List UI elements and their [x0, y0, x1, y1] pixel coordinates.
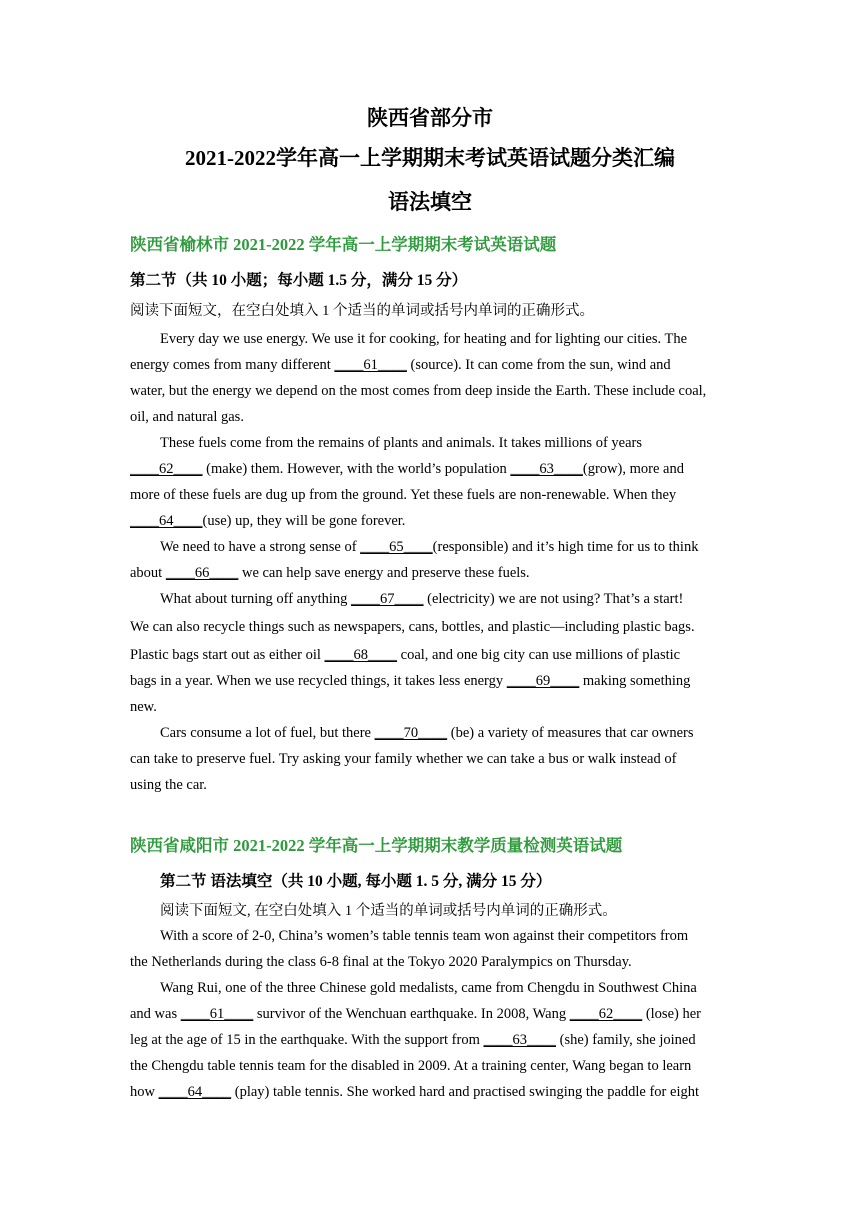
doc-title-main: 2021-2022学年高一上学期期末考试英语试题分类汇编 — [185, 146, 675, 170]
passage-line: These fuels come from the remains of plants and animals. It takes millions of years — [160, 435, 642, 451]
blank-63: ____63____ — [483, 1032, 556, 1048]
passage-line: energy comes from many different ____61____ (source). It can come from the sun, wind and — [130, 357, 671, 373]
blank-68: ____68____ — [324, 647, 398, 663]
section1-heading: 陕西省榆林市 2021-2022 学年高一上学期期末考试英语试题 — [130, 235, 557, 254]
passage-line: more of these fuels are dug up from the ground. Yet these fuels are non-renewable. When they — [130, 487, 677, 503]
passage-line: bags in a year. When we use recycled things, it takes less energy ____69____ making something — [130, 673, 691, 689]
passage-line: new. — [130, 699, 157, 715]
passage-line: Plastic bags start out as either oil ____68____ coal, and one big city can use millions of plastic — [130, 647, 681, 663]
doc-title-topic: 语法填空 — [388, 190, 472, 214]
blank-61: ____61____ — [180, 1006, 254, 1022]
passage-line: leg at the age of 15 in the earthquake. With the support from ____63____ (she) family, she joined — [130, 1032, 696, 1048]
blank-70: ____70____ — [374, 725, 448, 741]
passage-line: about ____66____ we can help save energy and preserve these fuels. — [130, 565, 530, 581]
passage-line: Every day we use energy. We use it for cooking, for heating and for lighting our cities. The — [160, 331, 687, 347]
passage-line: We need to have a strong sense of ____65____(responsible) and it’s high time for us to think — [160, 539, 699, 555]
section2-heading: 陕西省咸阳市 2021-2022 学年高一上学期期末教学质量检测英语试题 — [130, 836, 623, 855]
blank-62: ____62____ — [130, 461, 203, 477]
blank-64: ____64____ — [130, 513, 203, 529]
blank-66: ____66____ — [165, 565, 239, 581]
passage-line: What about turning off anything ____67____ (electricity) we are not using? That’s a start! — [160, 591, 684, 607]
passage-line: how ____64____ (play) table tennis. She worked hard and practised swinging the paddle for eight — [130, 1084, 700, 1100]
blank-61: ____61____ — [334, 357, 407, 373]
doc-title-region: 陕西省部分市 — [367, 106, 493, 130]
passage-line: and was ____61____ survivor of the Wenchuan earthquake. In 2008, Wang ____62____ (lose) her — [130, 1006, 701, 1022]
blank-63: ____63____ — [510, 461, 583, 477]
passage-line: With a score of 2-0, China’s women’s table tennis team won against their competitors from — [160, 928, 689, 944]
section1-instruction: 阅读下面短文，在空白处填入 1 个适当的单词或括号内单词的正确形式。 — [130, 303, 594, 319]
passage-line: the Netherlands during the class 6-8 final at the Tokyo 2020 Paralympics on Thursday. — [130, 954, 632, 970]
passage-line: using the car. — [130, 777, 207, 793]
passage-line: Wang Rui, one of the three Chinese gold medalists, came from Chengdu in Southwest China — [160, 980, 697, 996]
passage-line: water, but the energy we depend on the most comes from deep inside the Earth. These include coal, — [130, 383, 707, 399]
blank-64: ____64____ — [158, 1084, 232, 1100]
blank-65: ____65____ — [360, 539, 433, 555]
passage-line: ____64____(use) up, they will be gone forever. — [130, 513, 406, 529]
section1-subheading: 第二节（共 10 小题；每小题 1.5 分，满分 15 分） — [130, 272, 468, 289]
blank-62: ____62____ — [569, 1006, 643, 1022]
section2-subheading: 第二节 语法填空（共 10 小题, 每小题 1. 5 分, 满分 15 分） — [160, 873, 552, 890]
blank-67: ____67____ — [351, 591, 424, 607]
blank-69: ____69____ — [506, 673, 580, 689]
section2-instruction: 阅读下面短文, 在空白处填入 1 个适当的单词或括号内单词的正确形式。 — [160, 903, 617, 919]
passage-line: We can also recycle things such as newspapers, cans, bottles, and plastic—including plastic bags. — [130, 619, 695, 635]
passage-line: oil, and natural gas. — [130, 409, 244, 425]
passage-line: ____62____ (make) them. However, with the world’s population ____63____(grow), more and — [130, 461, 684, 477]
passage-line: Cars consume a lot of fuel, but there ____70____ (be) a variety of measures that car owners — [160, 725, 694, 741]
passage-line: can take to preserve fuel. Try asking your family whether we can take a bus or walk instead of — [130, 751, 677, 767]
passage-line: the Chengdu table tennis team for the disabled in 2009. At a training center, Wang began to learn — [130, 1058, 692, 1074]
